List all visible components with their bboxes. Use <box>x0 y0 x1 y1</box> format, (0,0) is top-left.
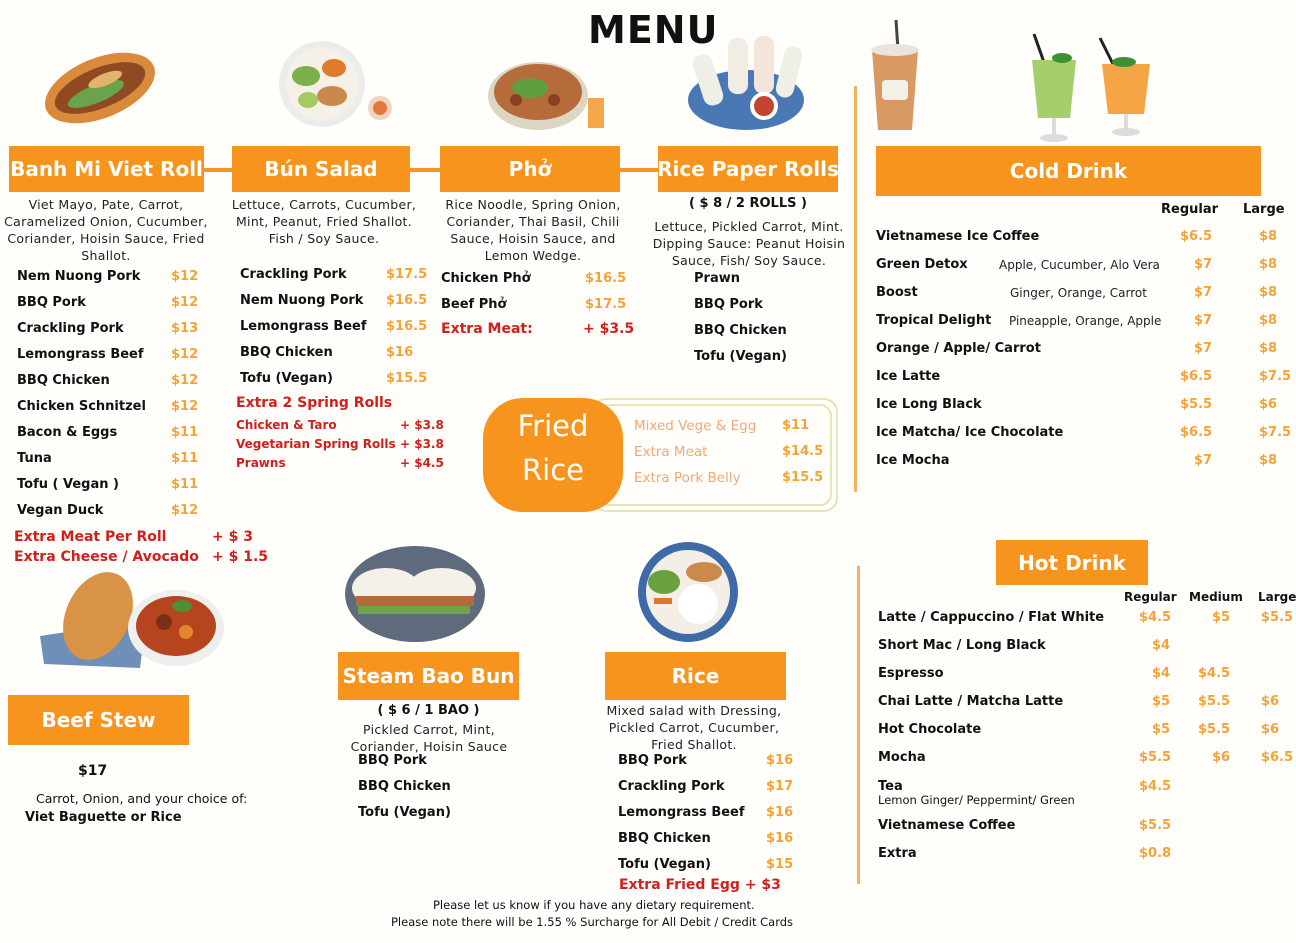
drink-price-large: $6.5 <box>1261 750 1294 765</box>
bun-salad-description: Lettuce, Carrots, Cucumber, Mint, Peanut, Fried Shallot. Fish / Soy Sauce. <box>231 197 417 246</box>
drink-price-regular: $7 <box>1194 341 1213 356</box>
item-price: $12 <box>171 399 199 414</box>
banh-mi-photo <box>38 38 162 132</box>
drink-ingredients: Pineapple, Orange, Apple <box>1009 314 1162 328</box>
drink-price-regular: $7 <box>1194 453 1213 468</box>
item-name: Crackling Pork <box>17 321 124 336</box>
beef-stew-choice: Viet Baguette or Rice <box>25 810 182 825</box>
drink-price-regular: $5 <box>1152 694 1171 709</box>
hot-drink-item <box>878 638 1278 660</box>
drink-price-regular: $7 <box>1194 313 1213 328</box>
hot-drink-item <box>878 818 1278 840</box>
banh-mi-item <box>17 347 207 369</box>
bao-bun-photo <box>342 544 488 644</box>
surcharge-note: Please note there will be 1.55 % Surcharge for All Debit / Credit Cards <box>391 915 794 929</box>
fried-rice-item <box>634 444 824 466</box>
drink-name: Tea <box>878 779 903 794</box>
banh-mi-header: Banh Mi Viet Roll <box>9 146 204 192</box>
drink-price-large: $8 <box>1259 285 1278 300</box>
rice-paper-item <box>694 349 834 371</box>
drink-price-regular: $5.5 <box>1139 750 1172 765</box>
banh-mi-item <box>17 451 207 473</box>
drink-price-large: $6 <box>1261 722 1280 737</box>
cold-drink-item <box>876 425 1292 447</box>
rice-paper-item <box>694 297 834 319</box>
rice-paper-item <box>694 271 834 293</box>
item-price: $12 <box>171 373 199 388</box>
bao-description: Pickled Carrot, Mint, Coriander, Hoisin Sauce <box>350 722 508 754</box>
bun-salad-photo <box>276 38 394 132</box>
banh-mi-extra-name: Extra Meat Per Roll <box>14 529 167 545</box>
rice-paper-price-note: ( $ 8 / 2 ROLLS ) <box>689 196 807 211</box>
pho-header: Phở <box>440 146 620 192</box>
drink-name: Extra <box>878 846 917 861</box>
drink-price-large: $7.5 <box>1259 369 1292 384</box>
item-price: $16.5 <box>386 293 428 308</box>
item-price: $12 <box>171 503 199 518</box>
hot-col-regular: Regular <box>1124 590 1177 604</box>
item-price: $11 <box>171 451 199 466</box>
drink-price-regular: $5.5 <box>1180 397 1213 412</box>
rice-extra-egg: Extra Fried Egg + $3 <box>619 877 781 893</box>
drink-name: Ice Matcha/ Ice Chocolate <box>876 425 1064 440</box>
banh-mi-item <box>17 399 207 421</box>
item-name: BBQ Pork <box>694 297 763 312</box>
item-name: Lemongrass Beef <box>17 347 144 362</box>
bun-salad-item <box>240 293 428 315</box>
drink-name: Tropical Delight <box>876 313 992 328</box>
drink-price-regular: $4.5 <box>1139 779 1172 794</box>
header-connector <box>620 168 658 172</box>
item-name: BBQ Pork <box>618 753 687 768</box>
item-name: Chicken Schnitzel <box>17 399 146 414</box>
cold-drink-item <box>876 397 1276 419</box>
item-price: $13 <box>171 321 199 336</box>
hot-drink-item <box>878 846 1278 868</box>
drink-price-regular: $4 <box>1152 666 1171 681</box>
spring-roll-extra-name: Chicken & Taro <box>236 418 337 432</box>
banh-mi-item <box>17 321 207 343</box>
bao-item <box>358 779 498 801</box>
hot-drink-item <box>878 722 1278 744</box>
fried-rice-label-line2: Rice <box>522 453 584 487</box>
drink-name: Ice Latte <box>876 369 941 384</box>
drink-price-large: $6 <box>1259 397 1278 412</box>
rice-item <box>618 805 798 827</box>
bun-salad-item <box>240 371 428 393</box>
item-price: $16.5 <box>386 319 428 334</box>
pho-photo <box>486 38 606 132</box>
spring-roll-extra-name: Prawns <box>236 456 286 470</box>
drink-price-regular: $7 <box>1194 257 1213 272</box>
pho-extra-meat-price: + $3.5 <box>583 321 635 337</box>
bun-salad-item <box>240 319 428 341</box>
banh-mi-extra-name: Extra Cheese / Avocado <box>14 549 199 565</box>
item-name: Beef Phở <box>441 297 507 312</box>
cold-drink-item <box>876 313 1276 335</box>
cold-drink-item <box>876 341 1276 363</box>
rice-item <box>618 857 798 879</box>
drink-name: Ice Long Black <box>876 397 982 412</box>
item-price: $16 <box>766 753 794 768</box>
banh-mi-item <box>17 477 207 499</box>
rice-paper-item <box>694 323 834 345</box>
rice-plate-photo <box>630 542 746 642</box>
rice-item <box>618 831 798 853</box>
item-name: Crackling Pork <box>618 779 725 794</box>
steam-bao-header: Steam Bao Bun <box>338 652 519 700</box>
spring-roll-extra-price: + $3.8 <box>400 437 444 451</box>
rice-paper-description: Lettuce, Pickled Carrot, Mint. Dipping Sauce: Peanut Hoisin Sauce, Fish/ Soy Sauce. <box>652 219 846 268</box>
drink-name: Chai Latte / Matcha Latte <box>878 694 1064 709</box>
drink-price-large: $6 <box>1261 694 1280 709</box>
item-name: Crackling Pork <box>240 267 347 282</box>
header-connector <box>410 168 440 172</box>
drink-price-medium: $5 <box>1212 610 1231 625</box>
banh-mi-extra-price: + $ 1.5 <box>212 549 269 565</box>
divider-line <box>854 86 857 492</box>
banh-mi-item <box>17 503 207 525</box>
drink-price-large: $8 <box>1259 341 1278 356</box>
drink-price-regular: $6.5 <box>1180 229 1213 244</box>
menu-title: MENU <box>588 8 719 52</box>
pho-description: Rice Noodle, Spring Onion, Coriander, Thai Basil, Chili Sauce, Hoisin Sauce, and Lemon Wedge. <box>445 197 621 263</box>
hot-drink-item <box>878 750 1294 772</box>
cold-drink-item <box>876 229 1276 251</box>
item-name: Extra Pork Belly <box>634 470 741 486</box>
drink-name: Espresso <box>878 666 944 681</box>
item-name: BBQ Chicken <box>240 345 333 360</box>
green-juice-photo <box>1026 32 1082 144</box>
item-name: Chicken Phở <box>441 271 531 286</box>
rice-item <box>618 779 798 801</box>
header-connector <box>204 168 232 172</box>
banh-mi-extra-price: + $ 3 <box>212 529 253 545</box>
item-name: Lemongrass Beef <box>618 805 745 820</box>
banh-mi-item <box>17 425 207 447</box>
drink-price-regular: $0.8 <box>1139 846 1172 861</box>
hot-drink-item <box>878 666 1278 688</box>
drink-name: Mocha <box>878 750 926 765</box>
item-price: $16.5 <box>585 271 627 286</box>
item-name: Lemongrass Beef <box>240 319 367 334</box>
fried-rice-item <box>634 418 824 440</box>
spring-roll-extra-name: Vegetarian Spring Rolls <box>236 437 396 451</box>
banh-mi-item <box>17 295 207 317</box>
drink-price-medium: $5.5 <box>1198 722 1231 737</box>
item-name: Extra Meat <box>634 444 708 460</box>
orange-juice-photo <box>1094 36 1158 142</box>
rice-paper-rolls-photo <box>684 32 808 132</box>
item-name: Tofu ( Vegan ) <box>17 477 119 492</box>
fried-rice-label <box>483 398 623 512</box>
drink-name: Hot Chocolate <box>878 722 982 737</box>
drink-ingredients: Apple, Cucumber, Alo Vera <box>999 258 1160 272</box>
item-name: Nem Nuong Pork <box>240 293 364 308</box>
banh-mi-item <box>17 269 207 291</box>
hot-drink-item <box>878 610 1294 632</box>
rice-paper-rolls-header: Rice Paper Rolls <box>658 146 838 192</box>
item-name: BBQ Chicken <box>17 373 110 388</box>
cold-col-large: Large <box>1243 202 1285 217</box>
banh-mi-item <box>17 373 207 395</box>
spring-roll-extra-price: + $3.8 <box>400 418 444 432</box>
item-price: $15.5 <box>782 470 824 485</box>
item-name: Tofu (Vegan) <box>358 805 451 820</box>
drink-name: Vietnamese Coffee <box>878 818 1016 833</box>
cold-drink-item <box>876 285 1276 307</box>
hot-col-large: Large <box>1258 590 1296 604</box>
item-price: $16 <box>766 831 794 846</box>
drink-price-medium: $4.5 <box>1198 666 1231 681</box>
drink-price-large: $5.5 <box>1261 610 1294 625</box>
cold-drink-header: Cold Drink <box>876 146 1261 196</box>
cold-drink-item <box>876 257 1276 279</box>
item-price: $15 <box>766 857 794 872</box>
item-name: BBQ Pork <box>17 295 86 310</box>
drink-name: Orange / Apple/ Carrot <box>876 341 1041 356</box>
item-name: Tofu (Vegan) <box>618 857 711 872</box>
item-price: $11 <box>782 418 810 433</box>
drink-price-regular: $5 <box>1152 722 1171 737</box>
banh-mi-description: Viet Mayo, Pate, Carrot, Caramelized Onion, Cucumber, Coriander, Hoisin Sauce, Fried Shallot. <box>4 197 208 263</box>
item-name: Tuna <box>17 451 52 466</box>
hot-drink-header: Hot Drink <box>996 540 1148 585</box>
drink-price-medium: $6 <box>1212 750 1231 765</box>
spring-roll-extra-price: + $4.5 <box>400 456 444 470</box>
fried-rice-label-line1: Fried <box>517 409 589 443</box>
spring-rolls-extra-title: Extra 2 Spring Rolls <box>236 395 393 411</box>
pho-extra-meat-label: Extra Meat: <box>441 321 533 337</box>
item-price: $11 <box>171 425 199 440</box>
beef-stew-header: Beef Stew <box>8 695 189 745</box>
bao-item <box>358 753 498 775</box>
item-price: $15.5 <box>386 371 428 386</box>
drink-name: Vietnamese Ice Coffee <box>876 229 1040 244</box>
item-name: Mixed Vege & Egg <box>634 418 757 434</box>
item-name: BBQ Pork <box>358 753 427 768</box>
item-name: BBQ Chicken <box>358 779 451 794</box>
drink-price-regular: $7 <box>1194 285 1213 300</box>
bao-item <box>358 805 498 827</box>
item-price: $12 <box>171 347 199 362</box>
drink-price-medium: $5.5 <box>1198 694 1231 709</box>
hot-drink-item <box>878 694 1278 716</box>
item-price: $14.5 <box>782 444 824 459</box>
item-price: $17.5 <box>386 267 428 282</box>
beef-stew-price: $17 <box>78 763 108 779</box>
item-name: Vegan Duck <box>17 503 104 518</box>
drink-price-regular: $6.5 <box>1180 425 1213 440</box>
drink-price-regular: $4 <box>1152 638 1171 653</box>
beef-stew-description: Carrot, Onion, and your choice of: <box>36 791 248 806</box>
item-name: Nem Nuong Pork <box>17 269 141 284</box>
bun-salad-item <box>240 267 428 289</box>
beef-stew-photo <box>36 564 226 672</box>
cold-drink-item <box>876 369 1292 391</box>
item-price: $16 <box>386 345 414 360</box>
drink-name: Ice Mocha <box>876 453 950 468</box>
item-name: Tofu (Vegan) <box>694 349 787 364</box>
divider-line <box>857 566 860 884</box>
item-name: Prawn <box>694 271 740 286</box>
drink-name: Short Mac / Long Black <box>878 638 1046 653</box>
hot-col-medium: Medium <box>1189 590 1243 604</box>
drink-price-large: $8 <box>1259 257 1278 272</box>
drink-name: Boost <box>876 285 918 300</box>
item-price: $12 <box>171 295 199 310</box>
pho-item <box>441 271 626 293</box>
drink-price-regular: $4.5 <box>1139 610 1172 625</box>
drink-price-large: $7.5 <box>1259 425 1292 440</box>
drink-name: Latte / Cappuccino / Flat White <box>878 610 1105 625</box>
item-price: $12 <box>171 269 199 284</box>
bun-salad-header: Bún Salad <box>232 146 410 192</box>
drink-price-large: $8 <box>1259 229 1278 244</box>
cold-col-regular: Regular <box>1161 202 1219 217</box>
bao-price-note: ( $ 6 / 1 BAO ) <box>377 703 480 718</box>
tea-varieties: Lemon Ginger/ Peppermint/ Green <box>878 793 1075 807</box>
rice-header: Rice <box>605 652 786 700</box>
dietary-note: Please let us know if you have any dietary requirement. <box>433 898 755 912</box>
drink-price-regular: $6.5 <box>1180 369 1213 384</box>
item-price: $17.5 <box>585 297 627 312</box>
drink-name: Green Detox <box>876 257 968 272</box>
cold-drink-item <box>876 453 1276 475</box>
rice-description: Mixed salad with Dressing, Pickled Carrot, Cucumber, Fried Shallot. <box>606 703 782 752</box>
pho-item <box>441 297 626 319</box>
item-name: Tofu (Vegan) <box>240 371 333 386</box>
drink-price-large: $8 <box>1259 453 1278 468</box>
rice-item <box>618 753 798 775</box>
item-price: $11 <box>171 477 199 492</box>
bun-salad-item <box>240 345 425 367</box>
item-price: $17 <box>766 779 794 794</box>
drink-ingredients: Ginger, Orange, Carrot <box>1010 286 1147 300</box>
item-name: BBQ Chicken <box>618 831 711 846</box>
item-price: $16 <box>766 805 794 820</box>
fried-rice-item <box>634 470 824 492</box>
milk-tea-photo <box>866 20 924 132</box>
item-name: BBQ Chicken <box>694 323 787 338</box>
item-name: Bacon & Eggs <box>17 425 118 440</box>
drink-price-regular: $5.5 <box>1139 818 1172 833</box>
drink-price-large: $8 <box>1259 313 1278 328</box>
